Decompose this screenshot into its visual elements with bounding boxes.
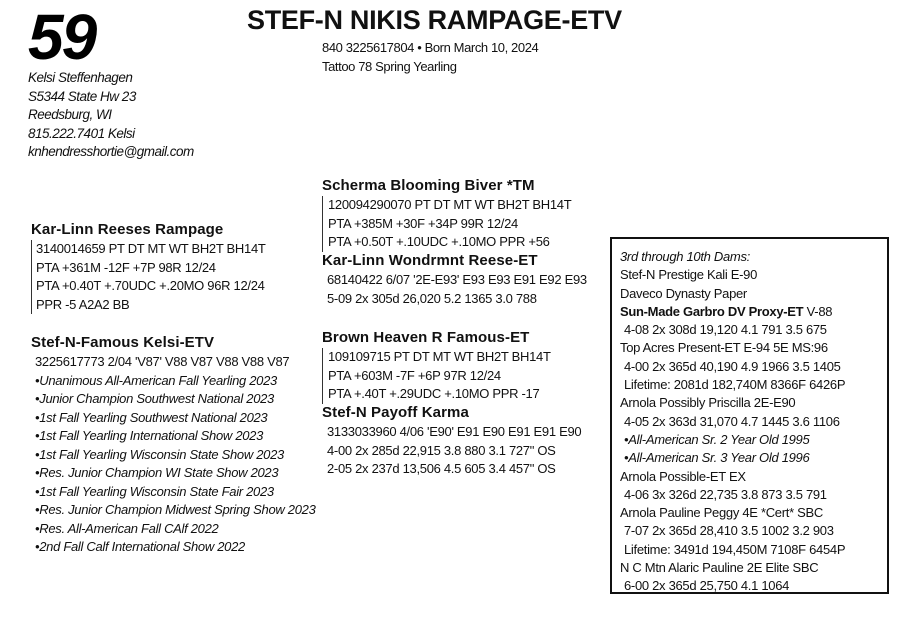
dams-box-entry — [620, 303, 887, 321]
dam-honor: •Junior Champion Southwest National 2023 — [35, 391, 274, 406]
sire-dam-details — [322, 271, 587, 308]
dam-dam-details — [322, 423, 581, 479]
dams-box-entry: Arnola Possibly Priscilla 2E-E90 — [620, 395, 796, 411]
dam-honor: •1st Fall Yearling Wisconsin State Fair 2023 — [35, 483, 274, 499]
dams-box-entry: Top Acres Present-ET E-94 5E MS:96 — [620, 340, 828, 356]
sire-sire-line: PTA +0.50T +.10UDC +.10MO PPR +56 — [328, 234, 550, 249]
dam-honor: •Res. All-American Fall CAlf 2022 — [35, 520, 219, 536]
dams-box-record: 4-08 2x 308d 19,120 4.1 791 3.5 675 — [624, 322, 827, 338]
dams-box-record: Lifetime: 2081d 182,740M 8366F 6426P — [624, 377, 846, 393]
lot-number: 59 — [28, 1, 96, 73]
tattoo-line: Tattoo 78 Spring Yearling — [322, 59, 457, 74]
dam-name: Stef-N-Famous Kelsi-ETV — [31, 334, 215, 351]
dams-box-record: 7-07 2x 365d 28,410 3.5 1002 3.2 903 — [624, 523, 834, 539]
dam-sire-name: Brown Heaven R Famous-ET — [322, 329, 530, 346]
registration-line: 840 3225617804 • Born March 10, 2024 — [322, 40, 539, 55]
sire-block — [31, 220, 266, 314]
dam-details — [31, 353, 316, 557]
dams-box-entry: N C Mtn Alaric Pauline 2E Elite SBC — [620, 560, 819, 576]
sire-line: 3140014659 PT DT MT WT BH2T BH14T — [36, 241, 266, 256]
owner-name: Kelsi Steffenhagen — [28, 70, 133, 85]
owner-email: knhendresshortie@gmail.com — [28, 144, 194, 159]
sire-name: Kar-Linn Reeses Rampage — [31, 221, 224, 238]
owner-phone: 815.222.7401 Kelsi — [28, 125, 135, 141]
dam-sire-block — [322, 328, 551, 404]
dam-line: 3225617773 2/04 'V87' V88 V87 V88 V88 V87 — [35, 354, 290, 369]
dam-honor: •1st Fall Yearling International Show 2023 — [35, 428, 264, 443]
sire-dam-line: 5-09 2x 305d 26,020 5.2 1365 3.0 788 — [327, 290, 537, 306]
dam-dam-name: Stef-N Payoff Karma — [322, 404, 469, 421]
sire-sire-line: PTA +385M +30F +34P 99R 12/24 — [328, 215, 518, 231]
dams-box-heading: 3rd through 10th Dams: — [620, 249, 750, 264]
dam-sire-line: 109109715 PT DT MT WT BH2T BH14T — [328, 349, 551, 364]
dams-box-record: 4-06 3x 326d 22,735 3.8 873 3.5 791 — [624, 486, 827, 502]
owner-address-2: Reedsburg, WI — [28, 107, 112, 122]
dam-sire-line: PTA +603M -7F +6P 97R 12/24 — [328, 367, 501, 383]
dam-honor: •Res. Junior Champion WI State Show 2023 — [35, 465, 279, 480]
extended-dams-box — [610, 237, 889, 594]
sire-sire-details — [322, 196, 571, 252]
sire-sire-line: 120094290070 PT DT MT WT BH2T BH14T — [328, 197, 572, 212]
dam-dam-line: 3133033960 4/06 'E90' E91 E90 E91 E91 E90 — [327, 424, 582, 439]
dams-box-entry-score: V-88 — [803, 303, 833, 319]
dams-box-honor: •All-American Sr. 3 Year Old 1996 — [624, 450, 810, 466]
dams-box-entry: Arnola Pauline Peggy 4E *Cert* SBC — [620, 505, 823, 521]
dams-box-entry-name: Sun-Made Garbro DV Proxy-ET — [620, 303, 804, 319]
dam-block — [31, 333, 316, 557]
dams-box-entry: Arnola Possible-ET EX — [620, 468, 746, 484]
dam-dam-line: 2-05 2x 237d 13,506 4.5 605 3.4 457" OS — [327, 461, 556, 476]
owner-info — [28, 69, 194, 162]
sire-dam-name: Kar-Linn Wondrmnt Reese-ET — [322, 252, 538, 269]
dam-honor: •Unanimous All-American Fall Yearling 2023 — [35, 372, 277, 388]
dams-box-record: 4-05 2x 363d 31,070 4.7 1445 3.6 1106 — [624, 413, 840, 429]
sire-details — [31, 240, 266, 314]
dam-dam-line: 4-00 2x 285d 22,915 3.8 880 3.1 727" OS — [327, 442, 556, 458]
owner-address-1: S5344 State Hw 23 — [28, 88, 136, 104]
animal-name: STEF-N NIKIS RAMPAGE-ETV — [247, 5, 622, 35]
sire-line: PTA +0.40T +.70UDC +.20MO 96R 12/24 — [36, 278, 265, 293]
dams-box-honor: •All-American Sr. 2 Year Old 1995 — [624, 431, 810, 447]
dams-box-record: Lifetime: 3491d 194,450M 7108F 6454P — [624, 541, 846, 557]
sire-line: PTA +361M -12F +7P 98R 12/24 — [36, 259, 216, 275]
dam-sire-details — [322, 348, 551, 404]
sire-line: PPR -5 A2A2 BB — [36, 296, 130, 312]
dam-honor: •Res. Junior Champion Midwest Spring Show 2023 — [35, 502, 316, 517]
dams-box-record: 4-00 2x 365d 40,190 4.9 1966 3.5 1405 — [624, 358, 841, 374]
dam-dam-block — [322, 403, 581, 479]
dam-honor: •1st Fall Yearling Southwest National 2023 — [35, 409, 268, 425]
sire-dam-block — [322, 251, 587, 308]
sire-sire-block — [322, 176, 571, 252]
dam-sire-line: PTA +.40T +.29UDC +.10MO PPR -17 — [328, 386, 540, 401]
dams-box-record: 6-00 2x 365d 25,750 4.1 1064 — [624, 578, 790, 594]
dams-box-entry: Daveco Dynasty Paper — [620, 285, 747, 301]
dam-honor: •1st Fall Yearling Wisconsin State Show 2023 — [35, 446, 284, 462]
sire-sire-name: Scherma Blooming Biver *TM — [322, 177, 535, 194]
dams-box-entry: Stef-N Prestige Kali E-90 — [620, 267, 758, 283]
dam-honor: •2nd Fall Calf International Show 2022 — [35, 539, 245, 554]
sire-dam-line: 68140422 6/07 '2E-E93' E93 E93 E91 E92 E93 — [327, 272, 587, 287]
